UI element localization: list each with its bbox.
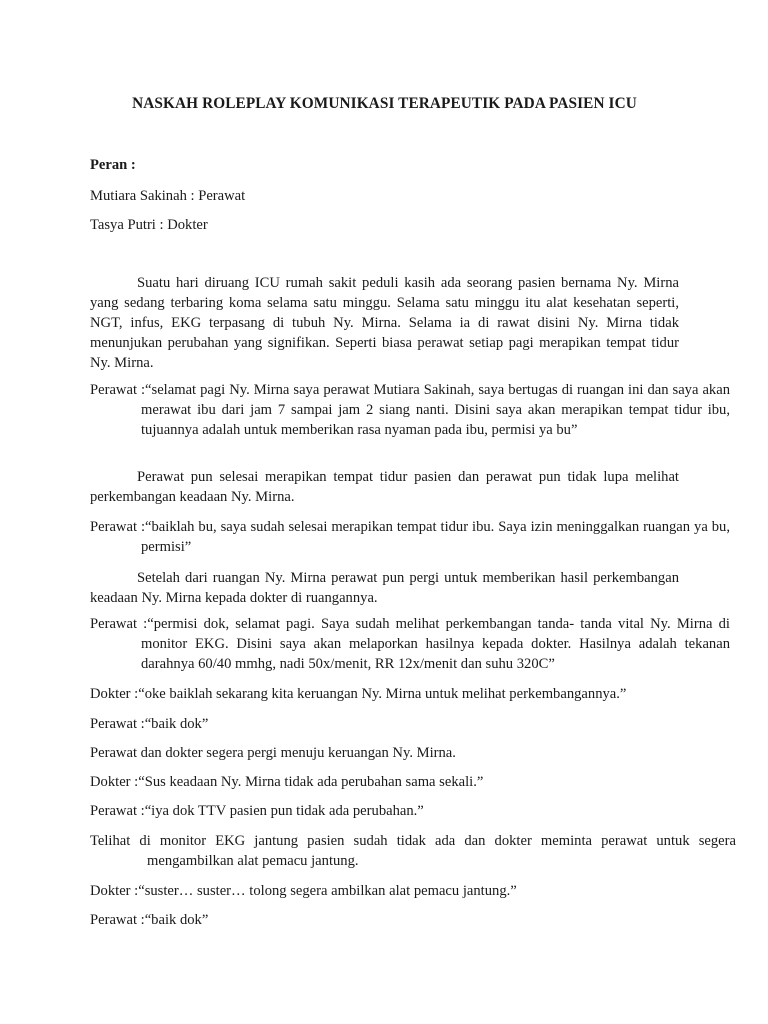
narrative-line-1: Perawat dan dokter segera pergi menuju keruangan Ny. Mirna.	[90, 745, 456, 761]
dialogue-doctor-1: Dokter :“oke baiklah sekarang kita keruangan Ny. Mirna untuk melihat perkembangannya.”	[90, 686, 627, 702]
dialogue-nurse-1: Perawat :“baik dok”	[90, 716, 209, 732]
dialogue-doctor-2: Dokter :“Sus keadaan Ny. Mirna tidak ada perubahan sama sekali.”	[90, 774, 484, 790]
dialogue-nurse-leaving: Perawat :“baiklah bu, saya sudah selesai merapikan tempat tidur ibu. Saya izin meninggalkan ruangan ya bu, permisi”	[90, 519, 730, 555]
document-title: NASKAH ROLEPLAY KOMUNIKASI TERAPEUTIK PADA PASIEN ICU	[132, 95, 637, 112]
dialogue-nurse-greeting: Perawat :“selamat pagi Ny. Mirna saya perawat Mutiara Sakinah, saya bertugas di ruangan ini dan saya akan merawat ibu dari jam 7 sampai jam 2 siang nanti. Disini saya akan merapikan tempat tidur ibu, tujuannya adalah untuk memberikan rasa nyaman pada ibu, permisi ya bu”	[90, 382, 730, 438]
document-page	[90, 0, 736, 1024]
narrative-paragraph-1: Suatu hari diruang ICU rumah sakit peduli kasih ada seorang pasien bernama Ny. Mirna yang sedang terbaring koma selama satu minggu. Selama satu minggu itu alat kesehatan seperti, NGT, infus, EKG terpasang di tubuh Ny. Mirna. Selama ia di rawat disini Ny. Mirna tidak menunjukan perubahan yang signifikan. Seperti biasa perawat setiap pagi merapikan tempat tidur Ny. Mirna.	[90, 275, 679, 371]
roles-heading: Peran :	[90, 157, 136, 173]
narrative-paragraph-2: Perawat pun selesai merapikan tempat tidur pasien dan perawat pun tidak lupa melihat perkembangan keadaan Ny. Mirna.	[90, 469, 679, 505]
role-item-doctor: Tasya Putri : Dokter	[90, 217, 208, 233]
narrative-line-2: Telihat di monitor EKG jantung pasien sudah tidak ada dan dokter meminta perawat untuk segera mengambilkan alat pemacu jantung.	[90, 833, 736, 869]
dialogue-nurse-3: Perawat :“baik dok”	[90, 912, 209, 928]
dialogue-nurse-report: Perawat :“permisi dok, selamat pagi. Saya sudah melihat perkembangan tanda- tanda vital Ny. Mirna di monitor EKG. Disini saya akan melaporkan hasilnya kepada dokter. Hasilnya adalah tekanan darahnya 60/40 mmhg, nadi 50x/menit, RR 12x/menit dan suhu 320C”	[90, 616, 730, 672]
dialogue-nurse-2: Perawat :“iya dok TTV pasien pun tidak ada perubahan.”	[90, 803, 424, 819]
narrative-paragraph-3: Setelah dari ruangan Ny. Mirna perawat pun pergi untuk memberikan hasil perkembangan keadaan Ny. Mirna kepada dokter di ruangannya.	[90, 570, 679, 606]
dialogue-doctor-3: Dokter :“suster… suster… tolong segera ambilkan alat pemacu jantung.”	[90, 883, 517, 899]
role-item-nurse: Mutiara Sakinah : Perawat	[90, 188, 246, 204]
